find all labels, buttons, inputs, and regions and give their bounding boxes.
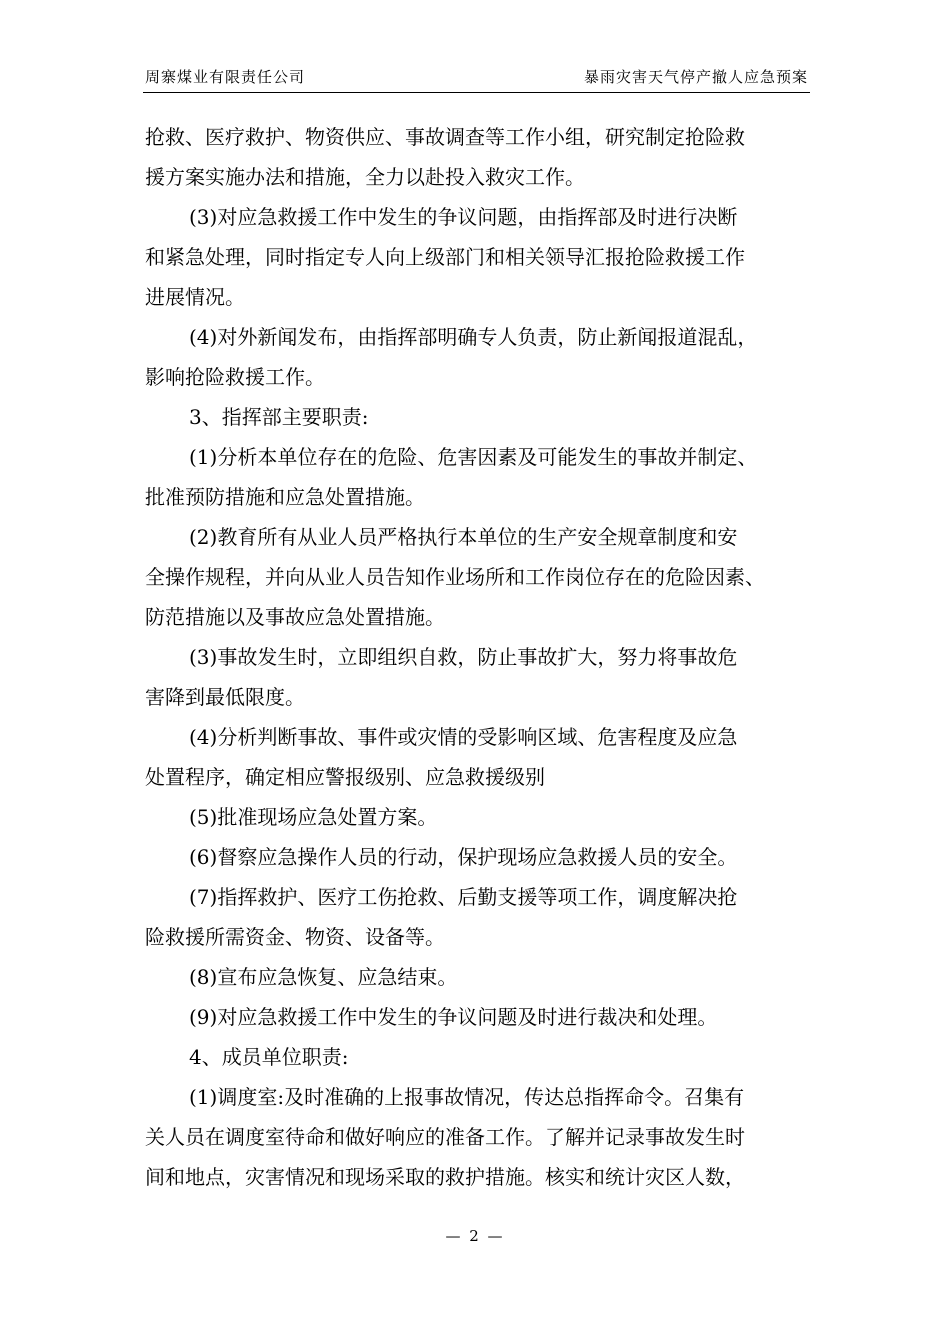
text-line: (4)对外新闻发布，由指挥部明确专人负责，防止新闻报道混乱，	[189, 325, 758, 349]
text-line: 3、指挥部主要职责:	[189, 405, 369, 429]
text-line: 关人员在调度室待命和做好响应的准备工作。了解并记录事故发生时	[145, 1125, 745, 1149]
header-company: 周寨煤业有限责任公司	[145, 68, 306, 86]
text-line: (7)指挥救护、医疗工伤抢救、后勤支援等项工作，调度解决抢	[189, 885, 738, 909]
text-line: 全操作规程，并向从业人员告知作业场所和工作岗位存在的危险因素、	[145, 565, 765, 589]
text-line: 险救援所需资金、物资、设备等。	[145, 925, 445, 949]
text-line: 处置程序，确定相应警报级别、应急救援级别	[145, 765, 545, 789]
text-line: 批准预防措施和应急处置措施。	[145, 485, 425, 509]
text-line: 影响抢险救援工作。	[145, 365, 325, 389]
text-line: (1)分析本单位存在的危险、危害因素及可能发生的事故并制定、	[189, 445, 758, 469]
text-line: (4)分析判断事故、事件或灾情的受影响区域、危害程度及应急	[189, 725, 738, 749]
text-line: (5)批准现场应急处置方案。	[189, 805, 438, 829]
text-line: 防范措施以及事故应急处置措施。	[145, 605, 445, 629]
text-line: (9)对应急救援工作中发生的争议问题及时进行裁决和处理。	[189, 1005, 718, 1029]
text-line: 进展情况。	[145, 285, 245, 309]
text-line: 4、成员单位职责:	[189, 1045, 349, 1069]
text-line: (3)事故发生时，立即组织自救，防止事故扩大，努力将事故危	[189, 645, 738, 669]
page-number: — 2 —	[445, 1227, 505, 1245]
text-line: 间和地点，灾害情况和现场采取的救护措施。核实和统计灾区人数，	[145, 1165, 745, 1189]
text-line: (1)调度室:及时准确的上报事故情况，传达总指挥命令。召集有	[189, 1085, 745, 1109]
text-line: 抢救、医疗救护、物资供应、事故调查等工作小组，研究制定抢险救	[145, 125, 745, 149]
text-line: (8)宣布应急恢复、应急结束。	[189, 965, 458, 989]
text-line: (6)督察应急操作人员的行动，保护现场应急救援人员的安全。	[189, 845, 738, 869]
header-document-title: 暴雨灾害天气停产撤人应急预案	[583, 68, 808, 86]
text-line: (3)对应急救援工作中发生的争议问题，由指挥部及时进行决断	[189, 205, 738, 229]
text-line: 害降到最低限度。	[145, 685, 305, 709]
text-line: 和紧急处理，同时指定专人向上级部门和相关领导汇报抢险救援工作	[145, 245, 745, 269]
document-body	[145, 117, 810, 1197]
text-line: 援方案实施办法和措施，全力以赴投入救灾工作。	[145, 165, 585, 189]
header-divider	[143, 92, 810, 93]
text-line: (2)教育所有从业人员严格执行本单位的生产安全规章制度和安	[189, 525, 738, 549]
page-header	[143, 66, 810, 92]
